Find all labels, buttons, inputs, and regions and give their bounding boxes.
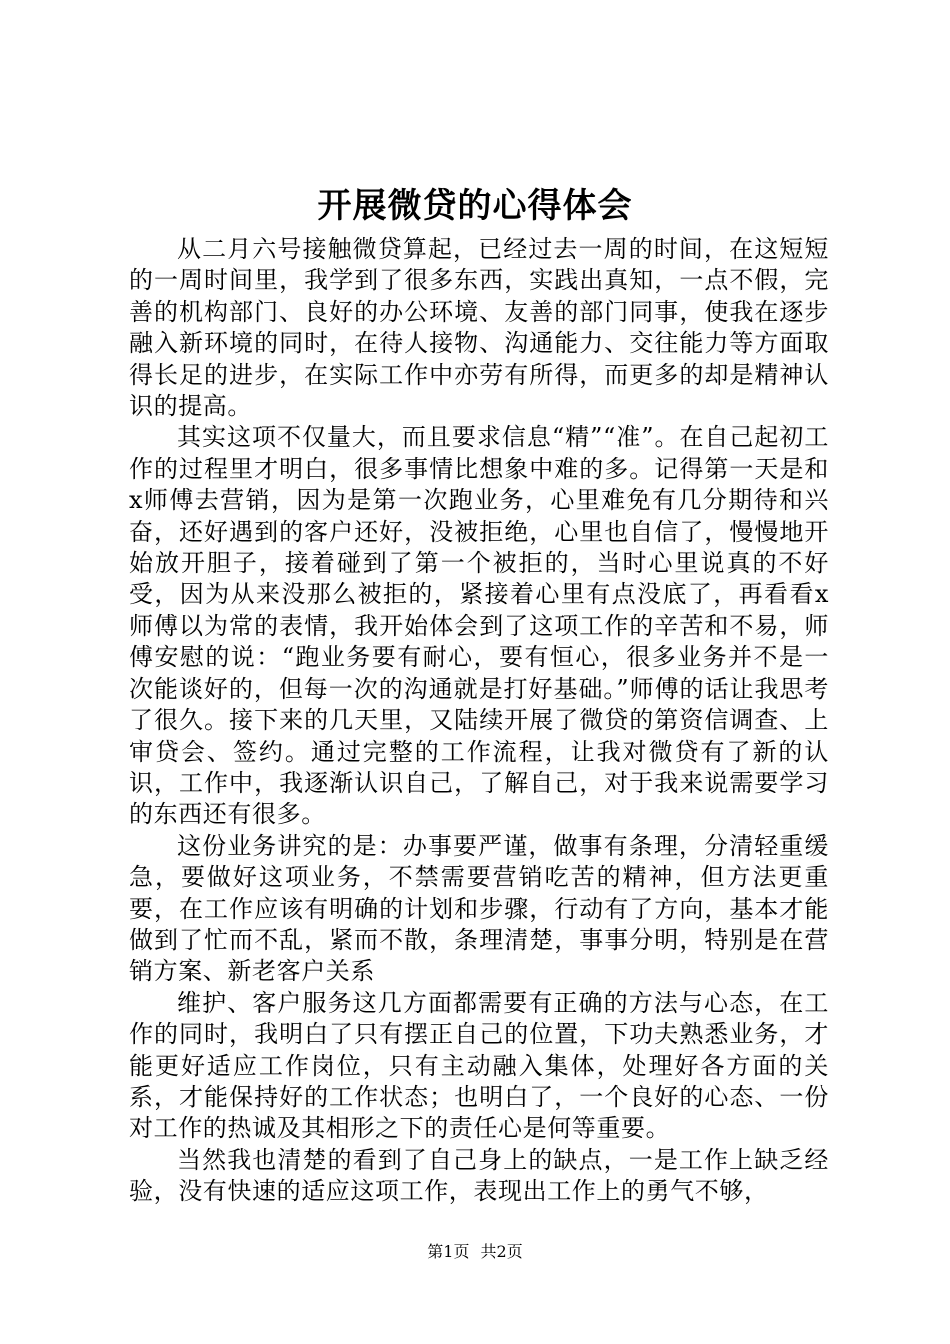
document-title: 开展微贷的心得体会 bbox=[317, 186, 633, 226]
paragraph: 当然我也清楚的看到了自己身上的缺点，一是工作上缺乏经验，没有快速的适应这项工作，表现出工作上的勇气不够， bbox=[129, 1145, 829, 1206]
page-footer bbox=[0, 1242, 950, 1262]
paragraph: 其实这项不仅量大，而且要求信息“精”“准”。在自己起初工作的过程里才明白，很多事情比想象中难的多。记得第一天是和x师傅去营销，因为是第一次跑业务，心里难免有几分期待和兴奋，还好遇到的客户还好，没被拒绝，心里也自信了，慢慢地开始放开胆子，接着碰到了第一个被拒的，当时心里说真的不好受，因为从来没那么被拒的，紧接着心里有点没底了，再看看x师傅以为常的表情，我开始体会到了这项工作的辛苦和不易，师傅安慰的说：“跑业务要有耐心，要有恒心，很多业务并不是一次能谈好的，但每一次的沟通就是打好基础。”师傅的话让我思考了很久。接下来的几天里，又陆续开展了微贷的第资信调查、上审贷会、签约。通过完整的工作流程，让我对微贷有了新的认识，工作中，我逐渐认识自己，了解自己，对于我来说需要学习的东西还有很多。 bbox=[129, 423, 829, 829]
paragraph: 维护、客户服务这几方面都需要有正确的方法与心态，在工作的同时，我明白了只有摆正自己的位置，下功夫熟悉业务，才能更好适应工作岗位，只有主动融入集体，处理好各方面的关系，才能保持好的工作状态；也明白了，一个良好的心态、一份对工作的热诚及其相形之下的责任心是何等重要。 bbox=[129, 988, 829, 1143]
page-total: 共2页 bbox=[480, 1242, 523, 1261]
paragraph: 从二月六号接触微贷算起，已经过去一周的时间，在这短短的一周时间里，我学到了很多东西，实践出真知，一点不假，完善的机构部门、良好的办公环境、友善的部门同事，使我在逐步融入新环境的同时，在待人接物、沟通能力、交往能力等方面取得长足的进步，在实际工作中亦劳有所得，而更多的却是精神认识的提高。 bbox=[129, 235, 829, 421]
document-body bbox=[129, 234, 829, 1208]
paragraph: 这份业务讲究的是：办事要严谨，做事有条理，分清轻重缓急，要做好这项业务，不禁需要营销吃苦的精神，但方法更重要，在工作应该有明确的计划和步骤，行动有了方向，基本才能做到了忙而不乱，紧而不散，条理清楚，事事分明，特别是在营销方案、新老客户关系 bbox=[129, 831, 829, 986]
page-number: 第1页 bbox=[427, 1242, 470, 1261]
